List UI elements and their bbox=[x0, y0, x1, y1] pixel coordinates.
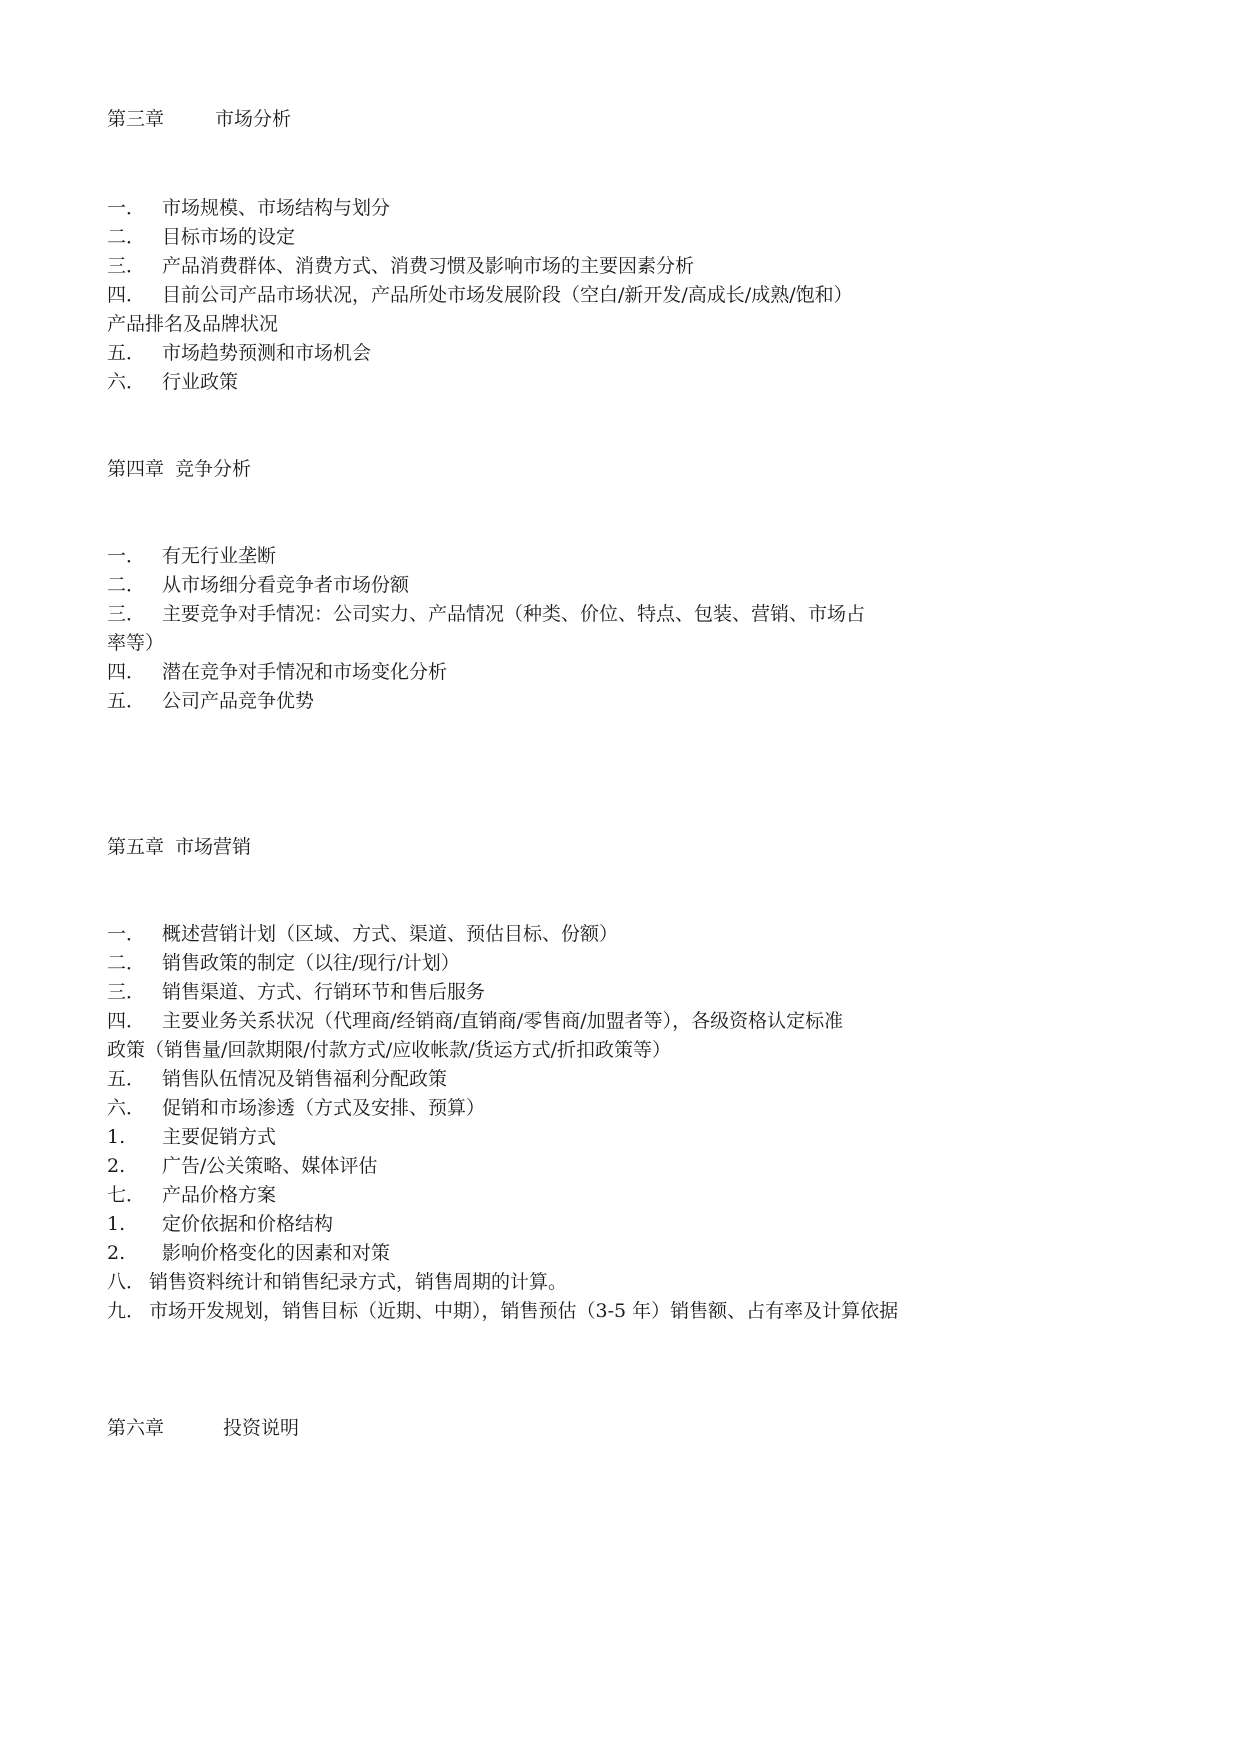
list-item bbox=[107, 1241, 1107, 1265]
list-item bbox=[107, 544, 1107, 568]
chapter-3-heading bbox=[107, 107, 507, 131]
item-text: 目前公司产品市场状况，产品所处市场发展阶段（空白/新开发/高成长/成熟/饱和） bbox=[162, 284, 853, 306]
list-item bbox=[107, 283, 1107, 307]
item-number: 六． bbox=[107, 371, 146, 393]
item-number: 三． bbox=[107, 255, 146, 277]
list-item-continuation: 产品排名及品牌状况 bbox=[107, 313, 279, 335]
list-item bbox=[107, 1096, 1107, 1120]
list-item bbox=[107, 1212, 1107, 1236]
item-number: 三． bbox=[107, 603, 146, 625]
item-number: 九． bbox=[107, 1300, 146, 1322]
chapter-title: 市场营销 bbox=[175, 836, 252, 858]
list-item bbox=[107, 1067, 1107, 1091]
item-number: 2. bbox=[107, 1242, 126, 1264]
list-item bbox=[107, 1270, 1107, 1294]
list-item bbox=[107, 660, 1107, 684]
item-number: 五． bbox=[107, 690, 146, 712]
chapter-6-heading bbox=[107, 1416, 507, 1440]
item-number: 二． bbox=[107, 574, 146, 596]
list-item bbox=[107, 1009, 1107, 1033]
list-item bbox=[107, 225, 1107, 249]
item-text: 促销和市场渗透（方式及安排、预算） bbox=[162, 1097, 486, 1119]
item-number: 八． bbox=[107, 1271, 146, 1293]
item-text: 销售政策的制定（以往/现行/计划） bbox=[162, 952, 460, 974]
list-item bbox=[107, 1299, 1107, 1323]
item-text: 潜在竞争对手情况和市场变化分析 bbox=[162, 661, 448, 683]
item-number: 五． bbox=[107, 342, 146, 364]
chapter-number: 第三章 bbox=[107, 108, 165, 130]
list-item bbox=[107, 689, 1107, 713]
chapter-number: 第六章 bbox=[107, 1417, 165, 1439]
list-item bbox=[107, 196, 1107, 220]
item-number: 四． bbox=[107, 1010, 146, 1032]
list-item bbox=[107, 980, 1107, 1004]
item-text: 定价依据和价格结构 bbox=[162, 1213, 334, 1235]
item-text: 产品消费群体、消费方式、消费习惯及影响市场的主要因素分析 bbox=[162, 255, 695, 277]
list-item bbox=[107, 951, 1107, 975]
item-text: 市场开发规划，销售目标（近期、中期），销售预估（3-5 年）销售额、占有率及计算依据 bbox=[149, 1300, 899, 1322]
item-number: 六． bbox=[107, 1097, 146, 1119]
item-text: 有无行业垄断 bbox=[162, 545, 277, 567]
item-text: 主要竞争对手情况：公司实力、产品情况（种类、价位、特点、包装、营销、市场占 bbox=[162, 603, 866, 625]
item-text: 从市场细分看竞争者市场份额 bbox=[162, 574, 410, 596]
item-text: 市场趋势预测和市场机会 bbox=[162, 342, 372, 364]
list-item-continuation: 率等） bbox=[107, 632, 165, 654]
list-item bbox=[107, 370, 1107, 394]
item-number: 1. bbox=[107, 1126, 126, 1148]
item-text: 广告/公关策略、媒体评估 bbox=[162, 1155, 378, 1177]
chapter-number: 第四章 bbox=[107, 458, 165, 480]
item-number: 一． bbox=[107, 197, 146, 219]
list-item-continuation: 政策（销售量/回款期限/付款方式/应收帐款/货运方式/折扣政策等） bbox=[107, 1039, 672, 1061]
item-number: 二． bbox=[107, 952, 146, 974]
item-text: 目标市场的设定 bbox=[162, 226, 296, 248]
item-text: 市场规模、市场结构与划分 bbox=[162, 197, 391, 219]
list-item bbox=[107, 254, 1107, 278]
item-number: 1. bbox=[107, 1213, 126, 1235]
item-number: 四． bbox=[107, 284, 146, 306]
list-item bbox=[107, 602, 1107, 626]
chapter-5-heading bbox=[107, 835, 507, 859]
item-text: 产品价格方案 bbox=[162, 1184, 277, 1206]
item-text: 行业政策 bbox=[162, 371, 239, 393]
list-item bbox=[107, 1154, 1107, 1178]
chapter-number: 第五章 bbox=[107, 836, 165, 858]
item-text: 公司产品竞争优势 bbox=[162, 690, 315, 712]
item-text: 销售队伍情况及销售福利分配政策 bbox=[162, 1068, 448, 1090]
chapter-title: 市场分析 bbox=[215, 108, 292, 130]
item-text: 销售资料统计和销售纪录方式，销售周期的计算。 bbox=[149, 1271, 568, 1293]
item-number: 2. bbox=[107, 1155, 126, 1177]
chapter-title: 竞争分析 bbox=[175, 458, 252, 480]
item-number: 一． bbox=[107, 545, 146, 567]
item-text: 影响价格变化的因素和对策 bbox=[162, 1242, 391, 1264]
list-item bbox=[107, 922, 1107, 946]
item-number: 三． bbox=[107, 981, 146, 1003]
list-item bbox=[107, 1125, 1107, 1149]
list-item bbox=[107, 1183, 1107, 1207]
item-number: 四． bbox=[107, 661, 146, 683]
list-item bbox=[107, 573, 1107, 597]
chapter-title: 投资说明 bbox=[223, 1417, 300, 1439]
item-text: 主要业务关系状况（代理商/经销商/直销商/零售商/加盟者等），各级资格认定标准 bbox=[162, 1010, 844, 1032]
item-number: 五． bbox=[107, 1068, 146, 1090]
item-number: 二． bbox=[107, 226, 146, 248]
item-text: 主要促销方式 bbox=[162, 1126, 277, 1148]
item-number: 七． bbox=[107, 1184, 146, 1206]
item-text: 销售渠道、方式、行销环节和售后服务 bbox=[162, 981, 486, 1003]
list-item bbox=[107, 341, 1107, 365]
item-number: 一． bbox=[107, 923, 146, 945]
chapter-4-heading bbox=[107, 457, 507, 481]
item-text: 概述营销计划（区域、方式、渠道、预估目标、份额） bbox=[162, 923, 619, 945]
